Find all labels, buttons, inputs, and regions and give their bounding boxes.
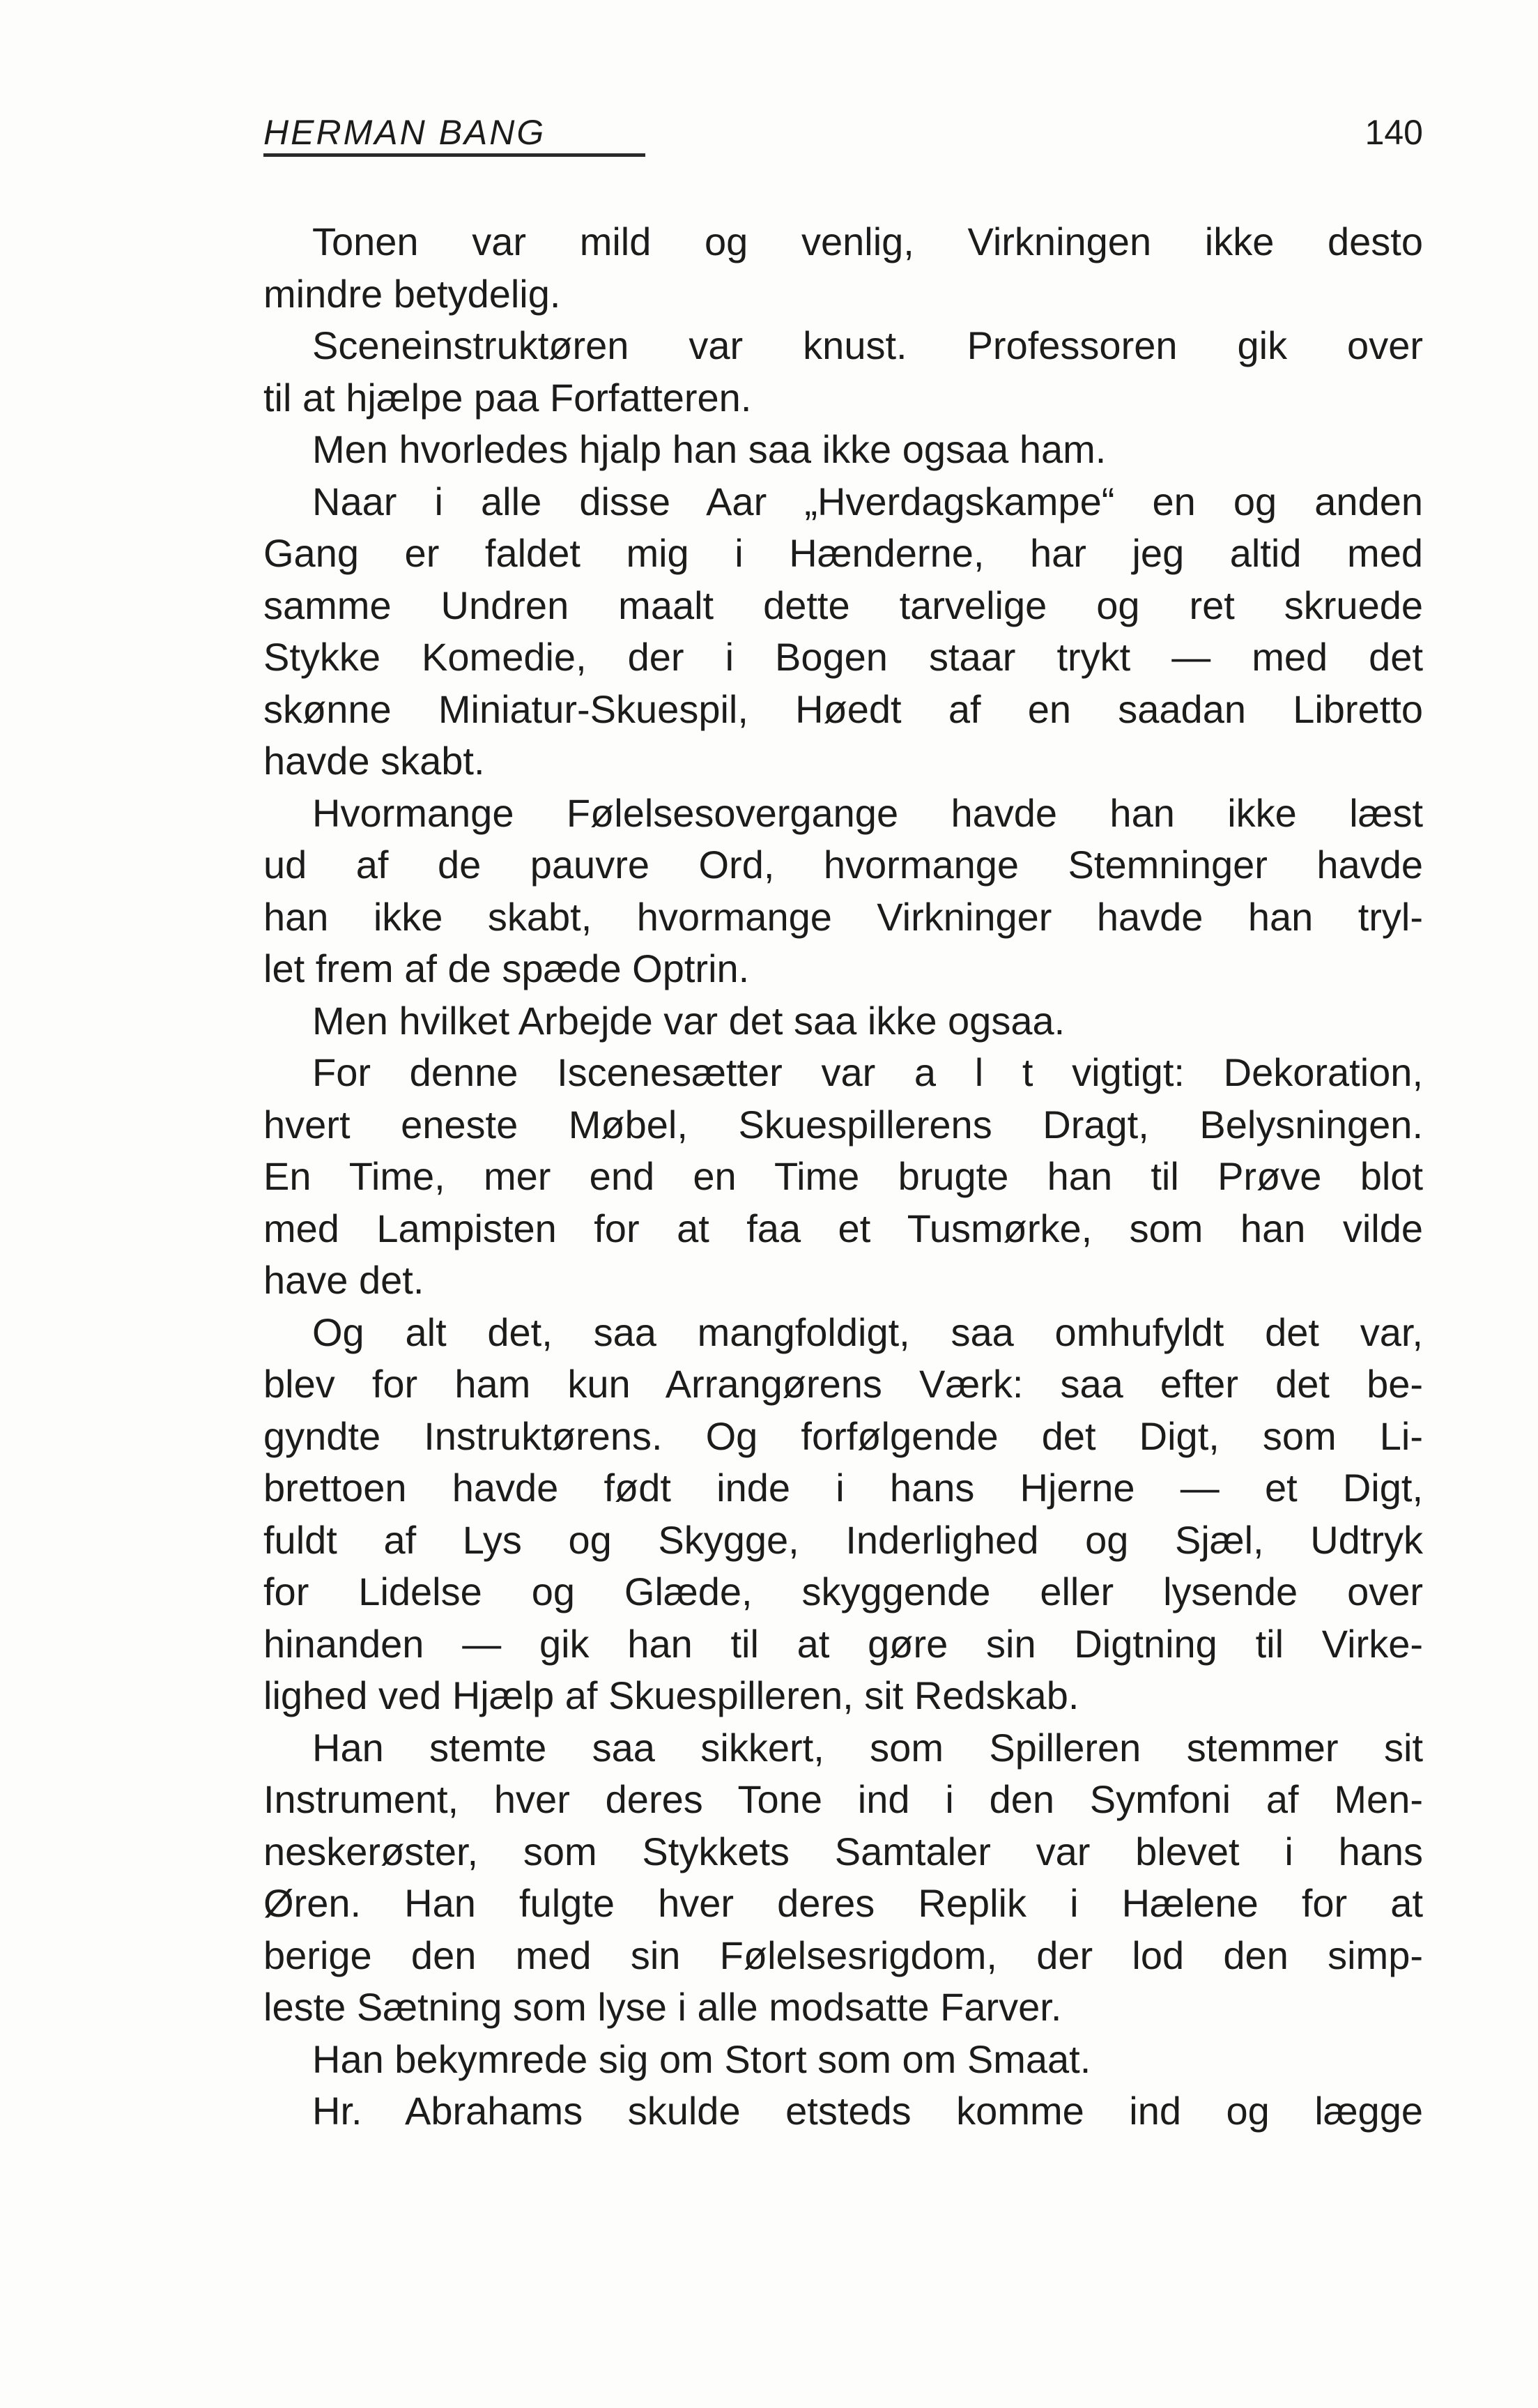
text-line: til at hjælpe paa Forfatteren. [263,375,752,420]
text-line: have det. [263,1258,424,1302]
text-line: Men hvorledes hjalp han saa ikke ogsaa ham. [312,427,1107,471]
text-line: mindre betydelig. [263,271,561,316]
text-line: Stykke Komedie, der i Bogen staar trykt — med det [263,635,1423,679]
text-line: Hvormange Følelsesovergange havde han ikke læst [312,790,1423,835]
text-line: Instrument, hver deres Tone ind i den Symfoni af Men- [263,1777,1423,1821]
text-line: Han bekymrede sig om Stort som om Smaat. [312,2037,1091,2081]
text-line: med Lampisten for at faa et Tusmørke, som han vilde [263,1206,1423,1250]
text-line: neskerøster, som Stykkets Samtaler var blevet i hans [263,1829,1423,1873]
text-line: blev for ham kun Arrangørens Værk: saa efter det be- [263,1362,1423,1406]
text-line: Øren. Han fulgte hver deres Replik i Hælene for at [263,1881,1423,1925]
text-line: Sceneinstruktøren var knust. Professoren gik over [312,323,1423,367]
text-line: samme Undren maalt dette tarvelige og ret skruede [263,583,1423,627]
text-line: For denne Iscenesætter var a l t vigtigt: Dekoration, [312,1050,1423,1094]
text-line: berige den med sin Følelsesrigdom, der lod den simp- [263,1933,1423,1977]
text-line: brettoen havde født inde i hans Hjerne — et Digt, [263,1466,1423,1510]
text-line: Tonen var mild og venlig, Virkningen ikke desto [312,220,1423,263]
text-line: skønne Miniatur-Skuespil, Høedt af en saadan Libretto [263,687,1423,731]
page-number: 140 [1364,113,1423,152]
text-line: Men hvilket Arbejde var det saa ikke ogsaa. [312,998,1066,1043]
text-line: Gang er faldet mig i Hænderne, har jeg altid med [263,531,1423,575]
text-line: leste Sætning som lyse i alle modsatte Farver. [263,1985,1062,2029]
text-line: Hr. Abrahams skulde etsteds komme ind og lægge [312,2089,1423,2133]
running-head [263,105,1423,160]
text-line: fuldt af Lys og Skygge, Inderlighed og Sjæl, Udtryk [263,1517,1423,1562]
text-line: lighed ved Hjælp af Skuespilleren, sit Redskab. [263,1673,1079,1717]
text-line: let frem af de spæde Optrin. [263,946,750,990]
text-line: havde skabt. [263,739,485,783]
text-line: En Time, mer end en Time brugte han til Prøve blot [263,1154,1423,1198]
header-underline [263,153,645,157]
text-line: for Lidelse og Glæde, skyggende eller lysende over [263,1570,1423,1613]
text-line: hinanden — gik han til at gøre sin Digtning til Virke- [263,1621,1423,1666]
body-text [263,216,1423,2138]
running-head-author: HERMAN BANG [263,113,546,152]
text-line: gyndte Instruktørens. Og forfølgende det Digt, som Li- [263,1413,1423,1458]
text-line: Naar i alle disse Aar „Hverdagskampe“ en og anden [312,479,1423,523]
text-line: Og alt det, saa mangfoldigt, saa omhufyldt det var, [312,1310,1423,1354]
text-line: Han stemte saa sikkert, som Spilleren stemmer sit [312,1725,1423,1770]
text-line: ud af de pauvre Ord, hvormange Stemninger havde [263,843,1423,887]
text-line: hvert eneste Møbel, Skuespillerens Dragt, Belysningen. [263,1102,1423,1147]
text-line: han ikke skabt, hvormange Virkninger havde han tryl- [263,894,1423,939]
